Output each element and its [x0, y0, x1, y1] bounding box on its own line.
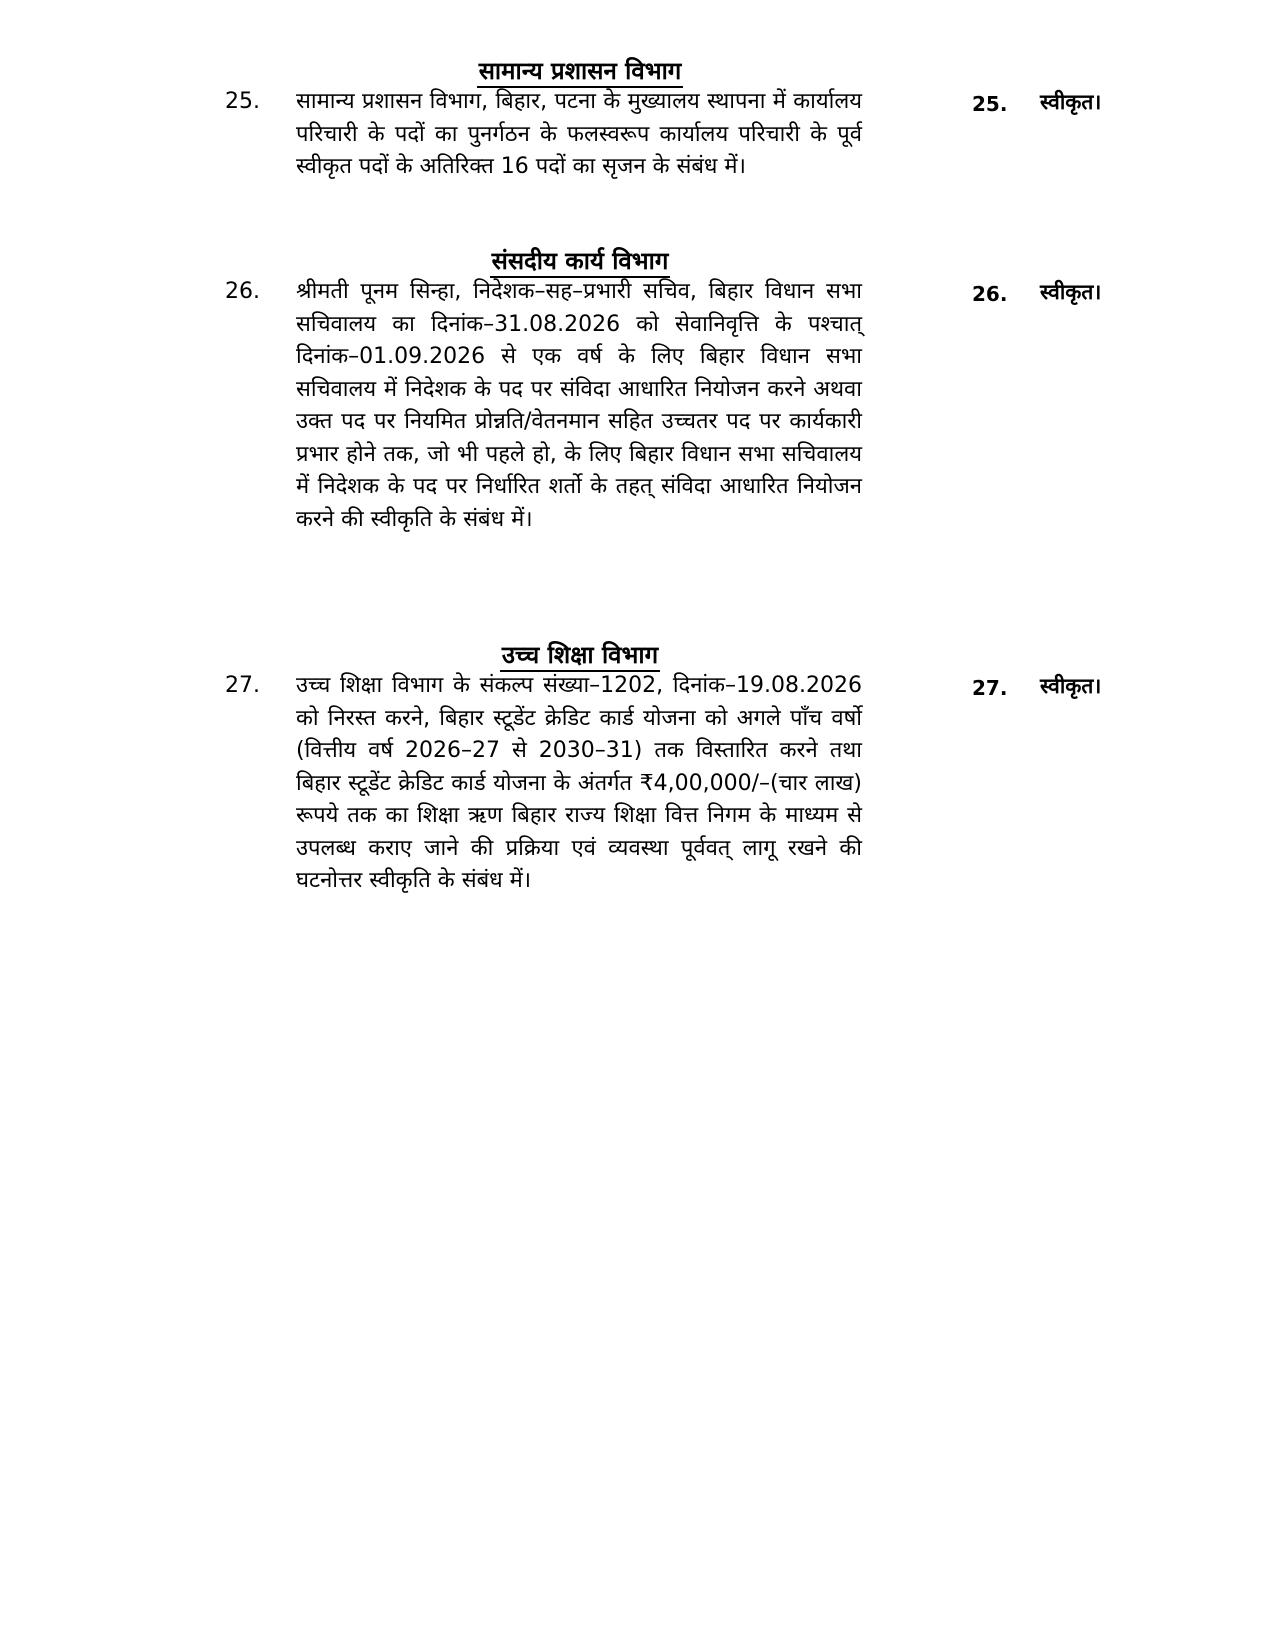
section-heading — [290, 246, 870, 276]
item-description: उच्च शिक्षा विभाग के संकल्प संख्या–1202, दिनांक–19.08.2026 को निरस्त करने, बिहार स्टूडेंट क्रेडिट कार्ड योजना को अगले पाँच वर्षो (वित्तीय वर्ष 2026–27 से 2030–31) तक विस्तारित करने तथा बिहार स्टूडेंट क्रेडिट कार्ड योजना के अंतर्गत ₹4,00,000/–(चार लाख) रूपये तक का शिक्षा ऋण बिहार राज्य शिक्षा वित्त निगम के माध्यम से उपलब्ध कराए जाने की प्रक्रिया एवं व्यवस्था पूर्ववत् लागू रखने की घटनोत्तर स्वीकृति के संबंध में। — [296, 673, 862, 893]
section-heading-text: उच्च शिक्षा विभाग — [500, 641, 660, 672]
result-number: 27. — [972, 676, 1008, 700]
section-heading — [290, 640, 870, 670]
item-description: श्रीमती पूनम सिन्हा, निदेशक–सह–प्रभारी सचिव, बिहार विधान सभा सचिवालय का दिनांक–31.08.2026 को सेवानिवृत्ति के पश्चात् दिनांक–01.09.2026 से एक वर्ष के लिए बिहार विधान सभा सचिवालय में निदेशक के पद पर संविदा आधारित नियोजन करने अथवा उक्त पद पर नियमित प्रोन्नति/वेतनमान सहित उच्चतर पद पर कार्यकारी प्रभार होने तक, जो भी पहले हो, के लिए बिहार विधान सभा सचिवालय में निदेशक के पद पर निर्धारित शर्तो के तहत् संविदा आधारित नियोजन करने की स्वीकृति के संबंध में। — [296, 279, 862, 532]
section-heading-text: सामान्य प्रशासन विभाग — [477, 57, 684, 88]
result-status: स्वीकृत। — [1040, 280, 1102, 304]
result-number: 26. — [972, 282, 1008, 306]
item-number: 25. — [225, 89, 260, 114]
item-number: 26. — [225, 279, 260, 304]
result-status: स्वीकृत। — [1040, 674, 1102, 698]
section-heading-text: संसदीय कार्य विभाग — [490, 247, 671, 278]
item-description: सामान्य प्रशासन विभाग, बिहार, पटना के मुख्यालय स्थापना में कार्यालय परिचारी के पदों का पुनर्गठन के फलस्वरूप कार्यालय परिचारी के पूर्व स्वीकृत पदों के अतिरिक्त 16 पदों का सृजन के संबंध में। — [296, 89, 862, 179]
result-status: स्वीकृत। — [1040, 90, 1102, 114]
section-heading — [290, 56, 870, 86]
result-number: 25. — [972, 92, 1008, 116]
item-number: 27. — [225, 673, 260, 698]
